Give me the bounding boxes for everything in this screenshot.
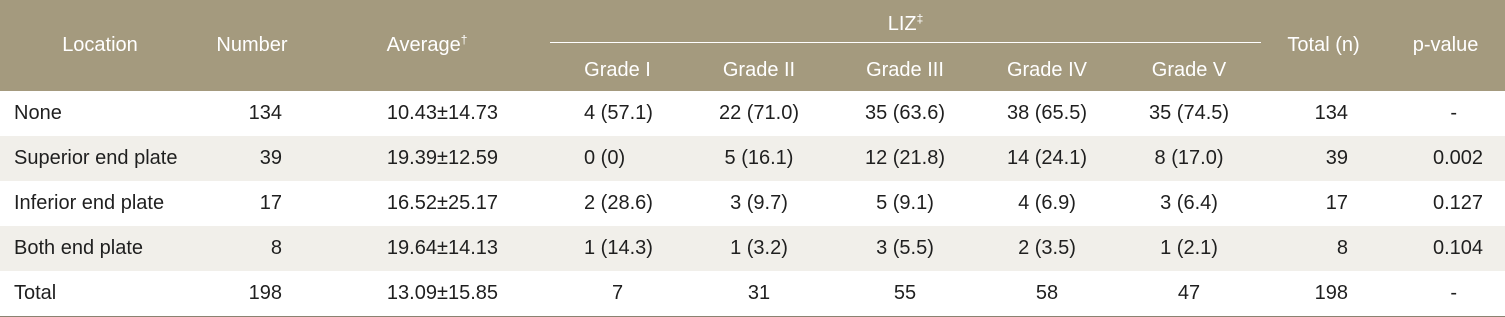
header-number: Number bbox=[200, 0, 304, 91]
cell-grade-3: 3 (5.5) bbox=[833, 226, 977, 271]
cell-grade-1: 2 (28.6) bbox=[584, 192, 653, 214]
cell-average: 19.64±14.13 bbox=[304, 226, 550, 271]
cell-grade-3: 12 (21.8) bbox=[833, 136, 977, 181]
cell-grade-1: 7 bbox=[550, 271, 685, 317]
cell-average: 19.39±12.59 bbox=[304, 136, 550, 181]
header-grade-3: Grade III bbox=[833, 49, 977, 91]
cell-grade-2: 3 (9.7) bbox=[730, 192, 788, 214]
cell-location: Inferior end plate bbox=[14, 192, 165, 214]
cell-location: None bbox=[14, 102, 62, 124]
cell-pvalue: 0.002 bbox=[1386, 136, 1505, 181]
cell-grade-4: 4 (6.9) bbox=[1018, 192, 1076, 214]
cell-grade-2: 1 (3.2) bbox=[685, 226, 833, 271]
cell-grade-4: 58 bbox=[977, 271, 1117, 317]
cell-total: 17 bbox=[1325, 192, 1349, 214]
cell-average: 13.09±15.85 bbox=[304, 271, 550, 317]
table-row bbox=[0, 91, 1505, 136]
cell-number: 39 bbox=[200, 136, 304, 181]
cell-pvalue: - bbox=[1386, 271, 1505, 317]
header-grade-4: Grade IV bbox=[977, 49, 1117, 91]
header-grade-1: Grade I bbox=[550, 49, 685, 91]
cell-grade-2: 31 bbox=[685, 271, 833, 317]
table-body bbox=[0, 91, 1505, 317]
table-header bbox=[0, 0, 1505, 91]
table-row bbox=[0, 181, 1505, 226]
header-liz: LIZ‡ bbox=[887, 10, 924, 35]
cell-number: 8 bbox=[200, 226, 304, 271]
cell-total: 8 bbox=[1261, 226, 1386, 271]
cell-grade-1: 0 (0) bbox=[550, 136, 685, 181]
header-grade-2: Grade II bbox=[685, 49, 833, 91]
cell-number: 17 bbox=[259, 192, 282, 214]
cell-grade-4: 38 (65.5) bbox=[1006, 102, 1088, 124]
cell-grade-3: 5 (9.1) bbox=[876, 192, 934, 214]
liz-divider bbox=[550, 42, 1261, 43]
cell-grade-1: 1 (14.3) bbox=[550, 226, 685, 271]
cell-grade-4: 2 (3.5) bbox=[977, 226, 1117, 271]
cell-grade-3: 35 (63.6) bbox=[864, 102, 946, 124]
cell-number: 134 bbox=[248, 102, 282, 124]
cell-grade-4: 14 (24.1) bbox=[977, 136, 1117, 181]
cell-average: 10.43±14.73 bbox=[386, 102, 498, 124]
cell-grade-3: 55 bbox=[833, 271, 977, 317]
cell-grade-5: 8 (17.0) bbox=[1117, 136, 1261, 181]
table-row-total bbox=[0, 271, 1505, 317]
cell-location: Total bbox=[0, 271, 200, 317]
cell-grade-5: 3 (6.4) bbox=[1160, 192, 1218, 214]
cell-grade-5: 1 (2.1) bbox=[1117, 226, 1261, 271]
cell-average: 16.52±25.17 bbox=[386, 192, 498, 214]
dagger-mark: † bbox=[460, 32, 468, 47]
cell-grade-5: 47 bbox=[1117, 271, 1261, 317]
cell-number: 198 bbox=[200, 271, 304, 317]
header-liz-group bbox=[550, 0, 1261, 49]
cell-pvalue: 0.127 bbox=[1432, 192, 1484, 214]
cell-pvalue: 0.104 bbox=[1386, 226, 1505, 271]
cell-total: 134 bbox=[1314, 102, 1349, 124]
header-grade-5: Grade V bbox=[1117, 49, 1261, 91]
header-average: Average† bbox=[304, 0, 550, 91]
cell-grade-5: 35 (74.5) bbox=[1148, 102, 1230, 124]
table-row bbox=[0, 136, 1505, 181]
header-pvalue: p-value bbox=[1386, 0, 1505, 91]
table-row bbox=[0, 226, 1505, 271]
cell-pvalue: - bbox=[1450, 102, 1458, 124]
cell-grade-2: 22 (71.0) bbox=[718, 102, 800, 124]
cell-total: 198 bbox=[1261, 271, 1386, 317]
double-dagger-mark: ‡ bbox=[916, 10, 924, 25]
cell-location: Both end plate bbox=[0, 226, 200, 271]
cell-grade-1: 4 (57.1) bbox=[584, 102, 653, 124]
header-total: Total (n) bbox=[1261, 0, 1386, 91]
cell-grade-2: 5 (16.1) bbox=[685, 136, 833, 181]
cell-location: Superior end plate bbox=[0, 136, 200, 181]
header-location: Location bbox=[0, 0, 200, 91]
cell-total: 39 bbox=[1261, 136, 1386, 181]
